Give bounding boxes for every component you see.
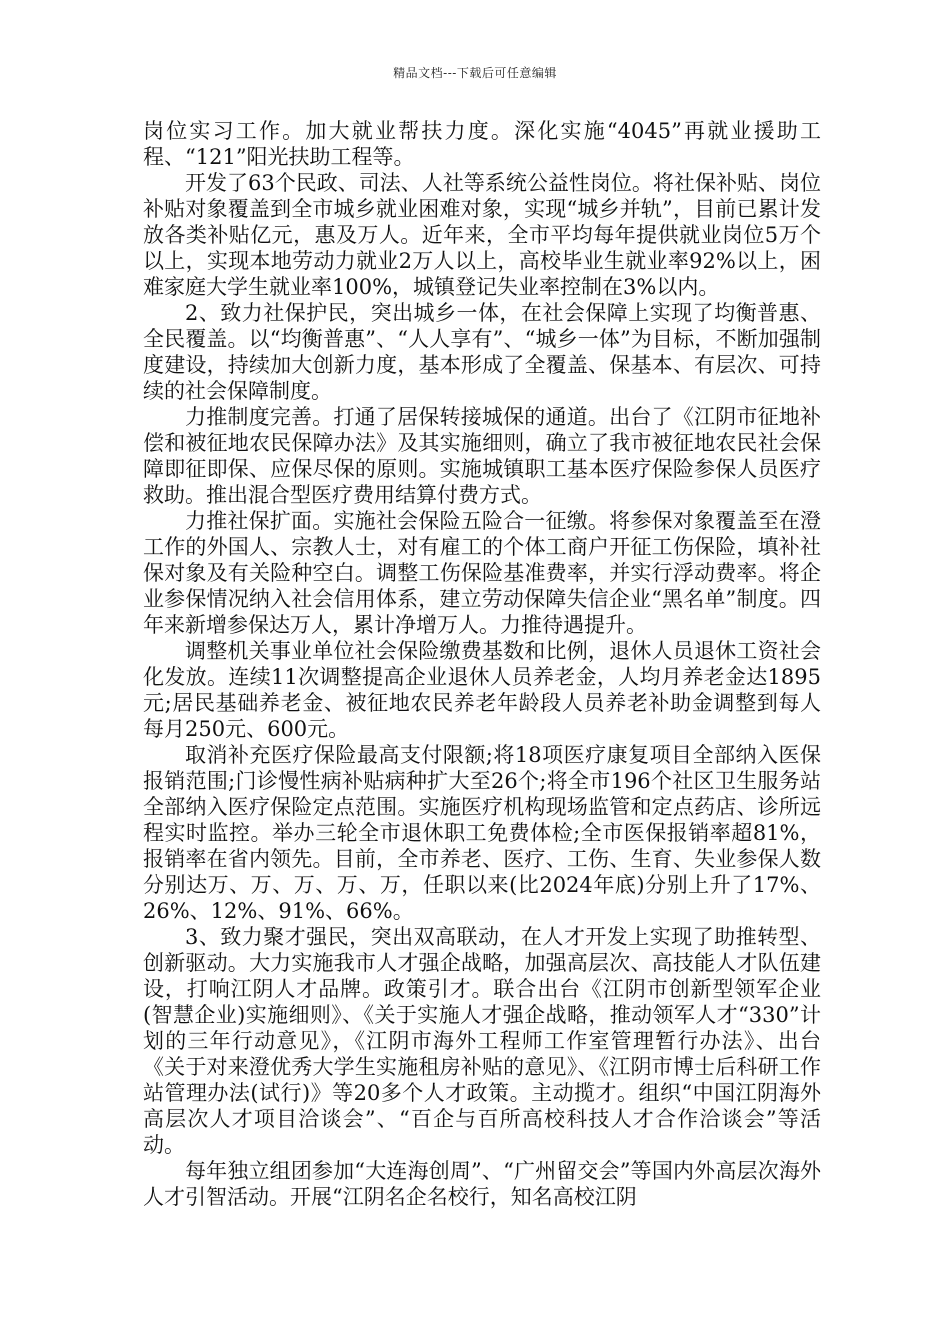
- paragraph-9: 每年独立组团参加“大连海创周”、“广州留交会”等国内外高层次海外人才引智活动。开展“江阴名企名校行，知名高校江阴: [143, 1159, 821, 1209]
- paragraph-4: 力推制度完善。打通了居保转接城保的通道。出台了《江阴市征地补偿和被征地农民保障办法》及其实施细则，确立了我市被征地农民社会保障即征即保、应保尽保的原则。实施城镇职工基本医疗保险参保人员医疗救助。推出混合型医疗费用结算付费方式。: [143, 405, 821, 507]
- document-body: [143, 118, 821, 1210]
- paragraph-5: 力推社保扩面。实施社会保险五险合一征缴。将参保对象覆盖至在澄工作的外国人、宗教人士，对有雇工的个体工商户开征工伤保险，填补社保对象及有关险种空白。调整工伤保险基准费率，并实行浮动费率。将企业参保情况纳入社会信用体系，建立劳动保障失信企业“黑名单”制度。四年来新增参保达万人，累计净增万人。力推待遇提升。: [143, 509, 821, 637]
- paragraph-2: 开发了63个民政、司法、人社等系统公益性岗位。将社保补贴、岗位补贴对象覆盖到全市城乡就业困难对象，实现“城乡并轨”，目前已累计发放各类补贴亿元，惠及万人。近年来，全市平均每年提供就业岗位5万个以上，实现本地劳动力就业2万人以上，高校毕业生就业率92%以上，困难家庭大学生就业率100%，城镇登记失业率控制在3%以内。: [143, 171, 821, 299]
- paragraph-1: 岗位实习工作。加大就业帮扶力度。深化实施“4045”再就业援助工程、“121”阳光扶助工程等。: [143, 119, 821, 169]
- paragraph-6: 调整机关事业单位社会保险缴费基数和比例，退休人员退休工资社会化发放。连续11次调整提高企业退休人员养老金，人均月养老金达1895元;居民基础养老金、被征地农民养老年龄段人员养老补助金调整到每人每月250元、600元。: [143, 639, 821, 741]
- paragraph-3: 2、致力社保护民，突出城乡一体，在社会保障上实现了均衡普惠、全民覆盖。以“均衡普惠”、“人人享有”、“城乡一体”为目标，不断加强制度建设，持续加大创新力度，基本形成了全覆盖、保基本、有层次、可持续的社会保障制度。: [143, 301, 821, 403]
- page-header: 精品文档---下载后可任意编辑: [393, 66, 557, 80]
- paragraph-8: 3、致力聚才强民，突出双高联动，在人才开发上实现了助推转型、创新驱动。大力实施我市人才强企战略，加强高层次、高技能人才队伍建设，打响江阴人才品牌。政策引才。联合出台《江阴市创新型领军企业(智慧企业)实施细则》、《关于实施人才强企战略，推动领军人才“330”计划的三年行动意见》，《江阴市海外工程师工作室管理暂行办法》、出台《关于对来澄优秀大学生实施租房补贴的意见》、《江阴市博士后科研工作站管理办法(试行)》等20多个人才政策。主动揽才。组织“中国江阴海外高层次人才项目洽谈会”、“百企与百所高校科技人才合作洽谈会”等活动。: [143, 925, 821, 1157]
- paragraph-7: 取消补充医疗保险最高支付限额;将18项医疗康复项目全部纳入医保报销范围;门诊慢性病补贴病种扩大至26个;将全市196个社区卫生服务站全部纳入医疗保险定点范围。实施医疗机构现场监管和定点药店、诊所远程实时监控。举办三轮全市退休职工免费体检;全市医保报销率超81%，报销率在省内领先。目前，全市养老、医疗、工伤、生育、失业参保人数分别达万、万、万、万、万，任职以来(比2024年底)分别上升了17%、26%、12%、91%、66%。: [143, 743, 821, 923]
